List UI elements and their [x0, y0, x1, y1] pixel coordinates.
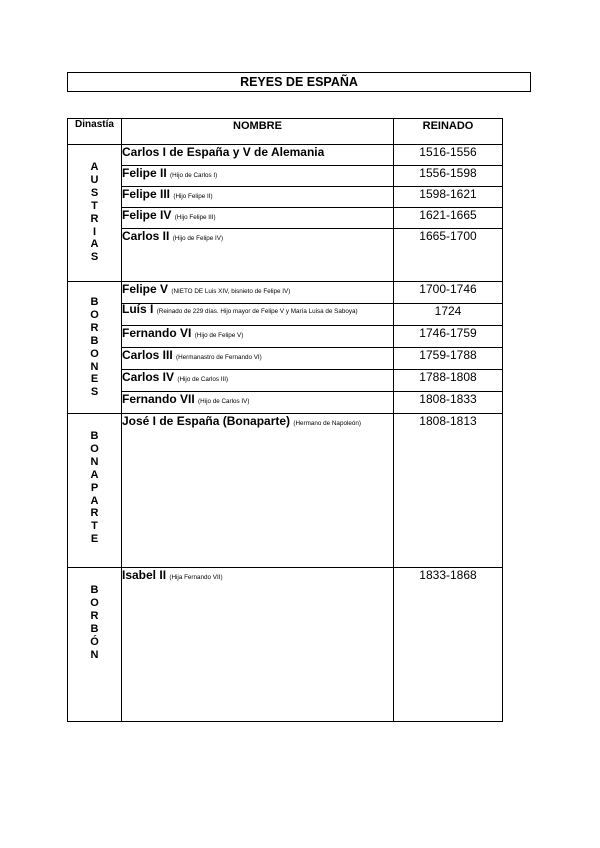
table-row	[68, 282, 503, 304]
name-header: NOMBRE	[122, 119, 394, 145]
king-name-cell	[122, 166, 394, 187]
king-note: (Hija Fernando VII)	[169, 574, 223, 581]
king-name-cell	[122, 568, 394, 722]
page-title: REYES DE ESPAÑA	[67, 72, 531, 92]
reign-cell: 1598-1621	[394, 187, 503, 208]
table-row	[68, 208, 503, 229]
king-note: (Hermanastro de Fernando VI)	[176, 354, 262, 361]
king-name-cell	[122, 304, 394, 326]
king-note: (Hermano de Napoleón)	[293, 420, 361, 427]
king-name-cell	[122, 414, 394, 568]
reign-header: REINADO	[394, 119, 503, 145]
king-name-cell	[122, 392, 394, 414]
king-name: Carlos II	[122, 229, 170, 243]
table-row	[68, 414, 503, 568]
dynasty-cell: B O N A P A R T E	[68, 414, 122, 568]
king-name: Fernando VI	[122, 326, 192, 340]
king-note: (Hijo de Felipe V)	[194, 332, 244, 339]
king-note: (Hijo Felipe III)	[174, 214, 216, 221]
reign-cell: 1808-1833	[394, 392, 503, 414]
kings-body	[68, 145, 503, 722]
king-name-cell	[122, 348, 394, 370]
reign-cell: 1724	[394, 304, 503, 326]
table-row	[68, 304, 503, 326]
table-row	[68, 166, 503, 187]
reign-cell: 1746-1759	[394, 326, 503, 348]
king-note: (Hijo Felipe II)	[173, 193, 213, 200]
king-note: (Reinado de 229 días. Hijo mayor de Felipe V y María Luisa de Saboya)	[156, 308, 358, 315]
reign-cell: 1833-1868	[394, 568, 503, 722]
reign-cell: 1700-1746	[394, 282, 503, 304]
king-name: Felipe V	[122, 282, 169, 296]
king-name-cell	[122, 145, 394, 166]
dynasty-cell: B O R B O N E S	[68, 282, 122, 414]
table-row	[68, 229, 503, 282]
kings-table	[67, 118, 503, 722]
king-name-cell	[122, 370, 394, 392]
king-note: (Hijo de Carlos IV)	[198, 398, 250, 405]
dynasty-cell: A U S T R I A S	[68, 145, 122, 282]
reign-cell: 1556-1598	[394, 166, 503, 187]
table-row	[68, 392, 503, 414]
king-note: (Hijo de Carlos III)	[177, 376, 229, 383]
table-row	[68, 348, 503, 370]
header-row	[68, 119, 503, 145]
reign-cell: 1621-1665	[394, 208, 503, 229]
king-name: Isabel II	[122, 568, 167, 582]
table-row	[68, 187, 503, 208]
king-name: Felipe II	[122, 166, 167, 180]
king-note: (Hijo de Carlos I)	[170, 172, 218, 179]
king-name: Felipe IV	[122, 208, 172, 222]
table-row	[68, 370, 503, 392]
king-name-cell	[122, 282, 394, 304]
king-note: (Hijo de Felipe IV)	[172, 235, 224, 242]
dynasty-header: Dinastía	[68, 119, 122, 145]
king-name: Carlos III	[122, 348, 173, 362]
table-row	[68, 145, 503, 166]
king-name: Felipe III	[122, 187, 171, 201]
king-name-cell	[122, 229, 394, 282]
king-note: (NIETO DE Luis XIV, bisnieto de Felipe IV)	[171, 288, 291, 295]
reign-cell: 1788-1808	[394, 370, 503, 392]
king-name-cell	[122, 326, 394, 348]
king-name-cell	[122, 208, 394, 229]
table-row	[68, 568, 503, 722]
king-name: Fernando VII	[122, 392, 195, 406]
reign-cell: 1516-1556	[394, 145, 503, 166]
table-row	[68, 326, 503, 348]
reign-cell: 1759-1788	[394, 348, 503, 370]
reign-cell: 1665-1700	[394, 229, 503, 282]
king-name: Carlos IV	[122, 370, 175, 384]
king-name: Luís I	[122, 303, 154, 316]
king-name-cell	[122, 187, 394, 208]
king-name: José I de España (Bonaparte)	[122, 414, 291, 428]
king-name: Carlos I de España y V de Alemania	[122, 145, 325, 159]
reign-cell: 1808-1813	[394, 414, 503, 568]
dynasty-cell: B O R B Ó N	[68, 568, 122, 722]
